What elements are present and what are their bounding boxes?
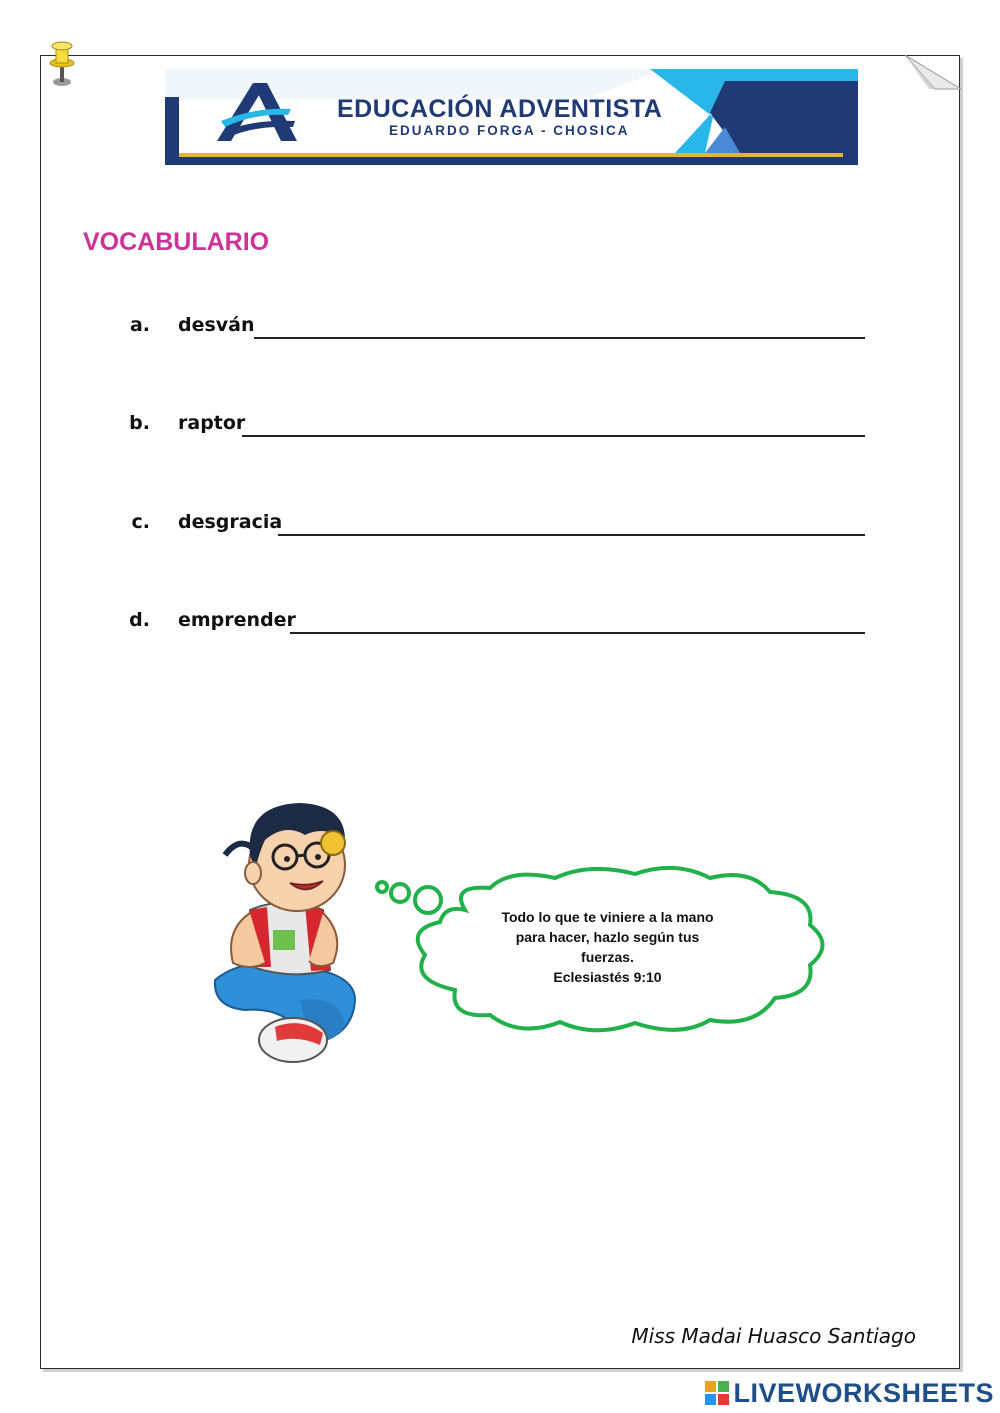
banner-subtitle: EDUARDO FORGA - CHOSICA xyxy=(389,123,630,138)
answer-line[interactable] xyxy=(290,632,865,634)
page-curl-icon xyxy=(905,55,961,91)
pushpin-icon xyxy=(45,38,79,90)
vocab-item xyxy=(100,314,865,344)
quote-reference: Eclesiastés 9:10 xyxy=(553,969,662,985)
answer-line[interactable] xyxy=(278,534,865,536)
vocab-letter: b. xyxy=(129,412,150,434)
vocab-word: desgracia xyxy=(178,511,283,533)
banner-title: EDUCACIÓN ADVENTISTA xyxy=(337,95,663,123)
vocab-word: emprender xyxy=(178,609,296,631)
liveworksheets-logo-icon xyxy=(705,1381,729,1405)
vocab-letter: d. xyxy=(129,609,150,631)
vocab-word: raptor xyxy=(178,412,246,434)
watermark-text: LIVEWORKSHEETS xyxy=(733,1377,994,1408)
quote-line: fuerzas. xyxy=(581,949,634,965)
vocab-letter: a. xyxy=(129,314,150,336)
quote-line: Todo lo que te viniere a la mano xyxy=(501,909,714,925)
vocab-item xyxy=(100,609,865,639)
vocab-word: desván xyxy=(178,314,255,336)
liveworksheets-watermark[interactable] xyxy=(705,1376,994,1410)
quote-line: para hacer, hazlo según tus xyxy=(515,929,700,945)
answer-line[interactable] xyxy=(242,435,865,437)
vocab-letter: c. xyxy=(131,511,150,533)
author-signature: Miss Madai Huasco Santiago xyxy=(631,1324,916,1348)
page-title: VOCABULARIO xyxy=(83,228,270,256)
answer-line[interactable] xyxy=(254,337,865,339)
school-banner xyxy=(165,69,858,165)
vocab-item xyxy=(100,412,865,442)
school-logo-icon xyxy=(215,81,305,143)
boy-illustration xyxy=(205,795,370,1070)
bible-quote xyxy=(470,907,745,987)
vocab-item xyxy=(100,511,865,541)
